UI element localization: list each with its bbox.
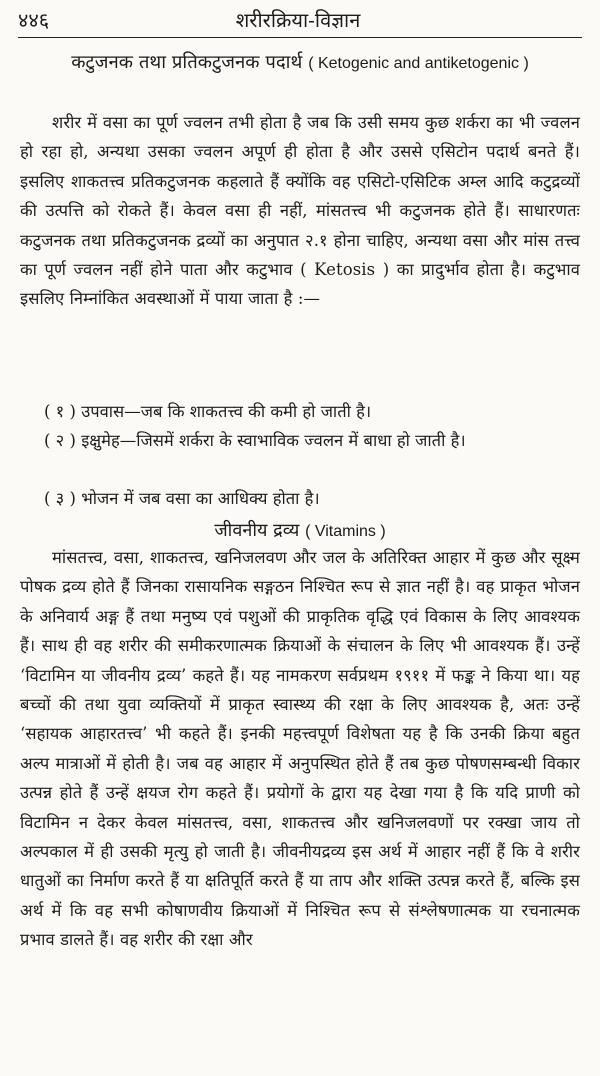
paragraph-ketogenic: शरीर में वसा का पूर्ण ज्वलन तभी होता है जब कि उसी समय कुछ शर्करा का भी ज्वलन हो रहा हो, अन्यथा उसका ज्वलन अपूर्ण ही होता है और उससे एसिटोन पदार्थ बनते हैं। इसलिए शाकतत्त्व प्रतिकटुजनक कहलाते हैं क्योंकि वह एसिटो-एसिटिक अम्ल आदि कटुद्रव्यों की उत्पत्ति को रोकते हैं। केवल वसा ही नहीं, मांसतत्त्व भी कटुजनक होते हैं। साधारणतः कटुजनक तथा प्रतिकटुजनक द्रव्यों का अनुपात २.१ होना चाहिए, अन्यथा वसा और मांस तत्त्व का पूर्ण ज्वलन नहीं होने पाता और कटुभाव ( Ketosis ) का प्रादुर्भाव होता है। कटुभाव इसलिए निम्नांकित अवस्थाओं में पाया जाता है :— bbox=[20, 113, 580, 309]
page-number: ४४६ bbox=[18, 8, 50, 32]
section-heading-ketogenic bbox=[28, 50, 572, 77]
list-item-excess-fat: ( ३ ) भोजन में जब वसा का आधिक्य होता है। bbox=[44, 489, 320, 508]
list-item-fasting: ( १ ) उपवास—जब कि शाकतत्त्व की कमी हो जाती है। bbox=[44, 402, 372, 421]
section-heading-vitamins bbox=[28, 518, 572, 545]
paragraph-vitamins: मांसतत्त्व, वसा, शाकतत्त्व, खनिजलवण और जल के अतिरिक्त आहार में कुछ और सूक्ष्म पोषक द्रव्य होते हैं जिनका रासायनिक सङ्गठन निश्चित रूप से ज्ञात नहीं है। वह प्राकृत भोजन के अनिवार्य अङ्ग हैं तथा मनुष्य एवं पशुओं की प्राकृतिक वृद्धि एवं विकास के लिए आवश्यक हैं। साथ ही वह शरीर की समीकरणात्मक क्रियाओं के संचालन के लिए भी आवश्यक हैं। उन्हें ‘विटामिन या जीवनीय द्रव्य’ कहते हैं। यह नामकरण सर्वप्रथम १९११ में फङ्क ने किया था। यह बच्चों की तथा युवा व्यक्तियों में प्राकृत स्वास्थ्य की रक्षा के लिए आवश्यक है, अतः उन्हें ‘सहायक आहारतत्त्व’ भी कहते हैं। इनकी महत्त्वपूर्ण विशेषता यह है कि उनकी क्रिया बहुत अल्प मात्राओं में होती है। जब वह आहार में अनुपस्थित होते हैं तब कुछ पोषणसम्बन्धी विकार उत्पन्न होते हैं उन्हें क्षयज रोग कहते हैं। प्रयोगों के द्वारा यह देखा गया है कि यदि प्राणी को विटामिन न देकर केवल मांसतत्त्व, वसा, शाकतत्त्व और खनिजलवणों पर रक्खा जाय तो अल्पकाल में ही उसकी मृत्यु हो जाती है। जीवनीयद्रव्य इस अर्थ में आहार नहीं हैं कि वे शरीर धातुओं का निर्माण करते हैं या क्षतिपूर्ति करते हैं या ताप और शक्ति उत्पन्न करते हैं, बल्कि इस अर्थ में कि वह सभी कोषाणवीय क्रियाओं में निश्चित रूप से संश्लेषणात्मक या रचनात्मक प्रभाव डालते हैं। वह शरीर की रक्षा और bbox=[20, 548, 580, 950]
section-heading-english: ( Ketogenic and antiketogenic ) bbox=[308, 55, 529, 72]
running-title: शरीरक्रिया-विज्ञान bbox=[235, 8, 361, 32]
page-header bbox=[18, 6, 578, 36]
list-item-diabetes: ( २ ) इक्षुमेह—जिसमें शर्करा के स्वाभाविक ज्वलन में बाधा हो जाती है। bbox=[44, 431, 466, 450]
header-rule bbox=[18, 37, 582, 38]
section-heading-hindi: कटुजनक तथा प्रतिकटुजनक पदार्थ bbox=[71, 52, 303, 73]
section-heading-hindi: जीवनीय द्रव्य bbox=[214, 520, 300, 541]
section-heading-english: ( Vitamins ) bbox=[305, 523, 386, 540]
